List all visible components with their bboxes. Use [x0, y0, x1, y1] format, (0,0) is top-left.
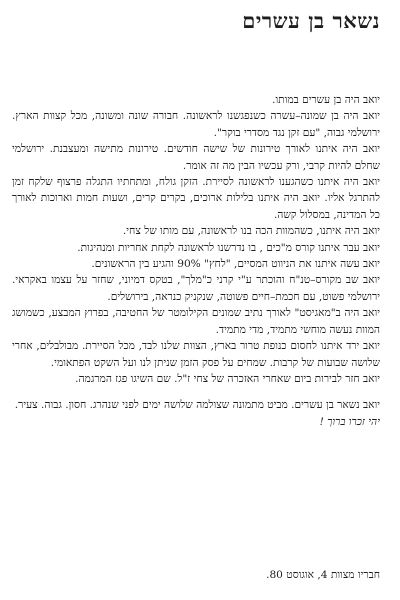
memorial-text — [12, 92, 380, 430]
paragraph-8: יואב שב מקורס–טנ"ח והוכתר ע"י קרני כ"מלך", בטקס דמיוני, שחזר על עצמו באקראי. ירושלמי פשוט, עם חכמת–חיים פשוטה, שנקניק כנראה, בירושלים. — [12, 274, 380, 303]
memorial-blessing: יהי זכרו ברוך ! — [319, 415, 380, 428]
signature-footer: חבריו מצוות 4, אוגוסט 80. — [266, 569, 380, 581]
paragraph-11: יואב חזר לבירות ביום שאחרי האזכרה של צחי ז"ל. שם השיגו פגז המרגמה. — [75, 372, 380, 385]
paragraph-10: יואב ירד איתנו לחסום כנופת טרור בארץ, הצוות שלנו לבד, מכל הסיירת. מבולבלים, אחרי שלושה שבועות של קרבות. שמחים על פסק הזמן שניתן לנו ועל השקט הפתאומי. — [12, 340, 380, 369]
page-title: נשאר בן עשרים — [242, 8, 380, 33]
closing-paragraph: יואב נשאר בן עשרים. מביט מתמונה שצולמה שלושה ימים לפני שנהרג. חסון. גבוה. צעיר. — [14, 399, 380, 412]
paragraph-9: יואב היה ב"מאגיסט" לאורך נתיב שמונים הקילומטר של החטיבה, בפרוץ המבצע, כשמושג המוות נעשה מוחשי מתמיד, מדי מתמיד. — [12, 307, 380, 336]
paragraph-1: יואב היה בן עשרים במותו. — [272, 94, 380, 106]
paragraph-2: יואב היה בן שמונה–עשרה כשנפגשנו לראשונה. חבורה שונה ומשונה, מכל קצוות הארץ. ירושלמי גבוה, "עם זקן נגד מסדרי בוקר". — [12, 110, 380, 139]
paragraph-6: יואב עבר איתנו קורס מ"כים , בו נדרשנו לראשונה לקחת אחריות ומנהיגות. — [77, 241, 380, 254]
paragraph-3: יואב היה איתנו לאורך טירונות של שישה חודשים. טירונות מתישה ומעצבנת. ירושלמי שחלם להיות קרבי, ורק עכשיו הבין מה זה אומר. — [12, 143, 380, 172]
paragraph-gap — [12, 387, 380, 397]
paragraph-5: יואב היה איתנו, כשהמוות הכה בנו לראשונה, עם מותו של צחי. — [122, 225, 380, 238]
paragraph-7: יואב עשה איתנו את הניווט המסיים, "לחץ" 90% והגיע בין הראשונים. — [91, 258, 380, 271]
paragraph-4: יואב היה איתנו כשהגענו לראשונה לסיירת. הזקן גולח, ומתחתיו התגלה פרצוף שלקח זמן להתרגל אליו. יואב היה איתנו בלילות ארוכים, בקרים קרים, ושעות חמות וארוכות לאורך כל המדינה, במסלול קשה. — [12, 176, 380, 221]
